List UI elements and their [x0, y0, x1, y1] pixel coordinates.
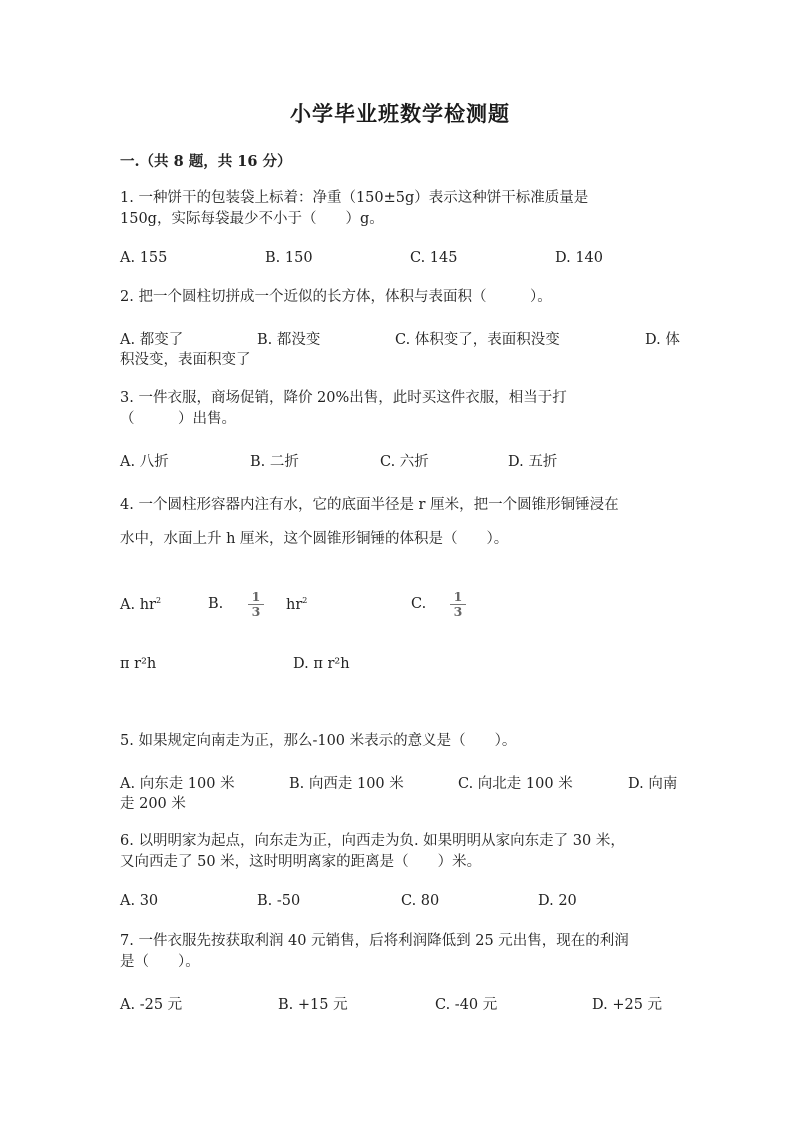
question-stem: 7. 一件衣服先按获取利润 40 元销售，后将利润降低到 25 元出售，现在的利润 — [120, 933, 629, 949]
question-4 — [120, 488, 680, 556]
superscript: 2 — [155, 596, 162, 605]
question-stem: 6. 以明明家为起点，向东走为正，向西走为负. 如果明明从家向东走了 30 米， — [120, 833, 625, 849]
option-d: D. +25 元 — [592, 997, 663, 1013]
question-7 — [120, 931, 680, 973]
option-c: C. 体积变了，表面积没变 — [395, 332, 560, 348]
question-5 — [120, 731, 680, 752]
option-a: A. -25 元 — [120, 997, 183, 1013]
option-c: C. 向北走 100 米 — [458, 776, 573, 792]
question-stem: 5. 如果规定向南走为正，那么-100 米表示的意义是（ ）。 — [120, 733, 517, 749]
option-a — [120, 596, 161, 613]
option-b: B. — [208, 596, 224, 612]
option-d: D. 五折 — [508, 454, 558, 470]
question-stem: 3. 一件衣服，商场促销，降价 20%出售，此时买这件衣服，相当于打 — [120, 390, 567, 406]
option-a: A. 向东走 100 米 — [120, 776, 235, 792]
option-b: B. 二折 — [250, 454, 299, 470]
question-stem: 是（ ）。 — [120, 954, 200, 970]
option-b: B. 向西走 100 米 — [289, 776, 404, 792]
fraction-one-third — [450, 590, 466, 619]
option-c: C. 六折 — [380, 454, 429, 470]
option-d: D. 20 — [538, 893, 577, 909]
question-2 — [120, 287, 680, 308]
option-a: A. 八折 — [120, 454, 169, 470]
question-1 — [120, 188, 680, 230]
question-stem: 2. 把一个圆柱切拼成一个近似的长方体，体积与表面积（ ）。 — [120, 289, 552, 305]
option-d: D. π r²h — [293, 656, 350, 672]
option-a: A. 155 — [120, 250, 168, 266]
option-c: C. — [411, 596, 427, 612]
option-a-text: A. hr — [120, 597, 156, 613]
option-d: D. 140 — [555, 250, 604, 266]
option-c: C. 145 — [410, 250, 458, 266]
question-3 — [120, 388, 680, 430]
option-c: C. 80 — [401, 893, 440, 909]
question-stem: 4. 一个圆柱形容器内注有水，它的底面半径是 r 厘米，把一个圆锥形铜锤浸在 — [120, 497, 619, 513]
option-d: D. 向南 — [628, 776, 678, 792]
page-title: 小学毕业班数学检测题 — [290, 101, 510, 126]
option-a: A. 30 — [120, 893, 159, 909]
question-stem: 又向西走了 50 米，这时明明离家的距离是（ ）米。 — [120, 854, 482, 870]
option-b: B. 150 — [265, 250, 313, 266]
fraction-numerator: 1 — [248, 590, 264, 605]
option-b: B. -50 — [257, 893, 301, 909]
fraction-one-third — [248, 590, 264, 619]
option-b: B. 都没变 — [257, 332, 321, 348]
option-b: B. +15 元 — [278, 997, 348, 1013]
option-c-continued: π r²h — [120, 656, 157, 672]
option-b-term: hr — [286, 597, 303, 613]
option-b-text — [286, 596, 307, 613]
question-6 — [120, 831, 680, 873]
fraction-denominator: 3 — [251, 604, 261, 619]
option-a: A. 都变了 — [120, 332, 184, 348]
fraction-numerator: 1 — [450, 590, 466, 605]
fraction-denominator: 3 — [453, 604, 463, 619]
question-stem: 1. 一种饼干的包装袋上标着：净重（150±5g）表示这种饼干标准质量是 — [120, 190, 589, 206]
question-stem: 150g，实际每袋最少不小于（ ）g。 — [120, 211, 384, 227]
option-d: D. 体 — [645, 332, 680, 348]
option-d-continued: 积没变，表面积变了 — [120, 352, 251, 368]
question-stem: 水中，水面上升 h 厘米，这个圆锥形铜锤的体积是（ ）。 — [120, 531, 509, 547]
superscript: 2 — [302, 596, 308, 605]
option-c: C. -40 元 — [435, 997, 498, 1013]
section-heading: 一.（共 8 题，共 16 分） — [120, 153, 292, 170]
option-d-continued: 走 200 米 — [120, 796, 186, 812]
question-stem: （ ）出售。 — [120, 411, 236, 427]
